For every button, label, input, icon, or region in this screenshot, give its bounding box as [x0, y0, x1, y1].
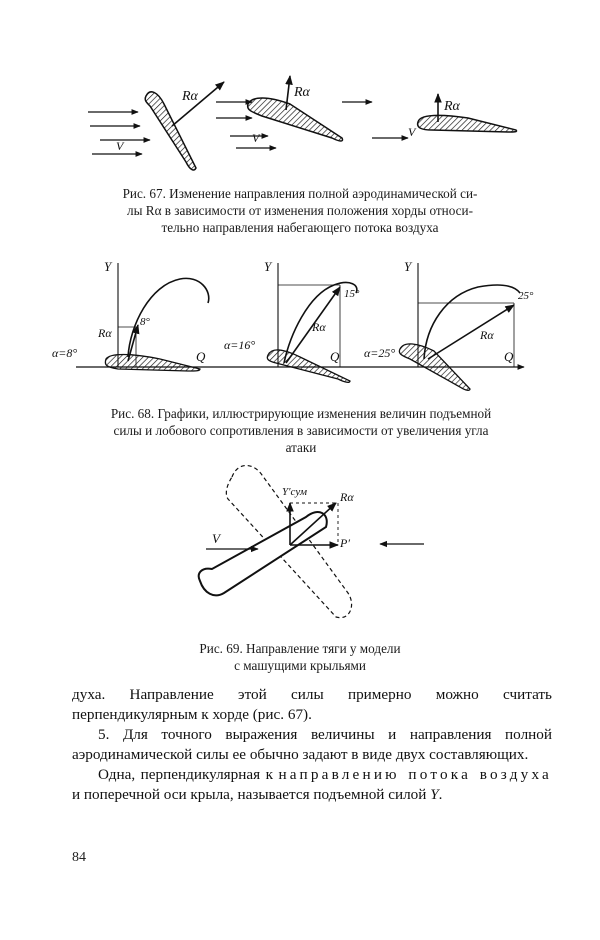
fig68-force-label-2: Rα: [312, 320, 326, 334]
flow-arrows-3: [342, 102, 408, 138]
fig68-point-label-3: 25°: [518, 290, 534, 302]
fig68-panel-1: [105, 263, 208, 371]
fig68-caption-line-2: силы и лобового сопротивления в зависимости от увеличения угла: [113, 423, 489, 438]
fig67-force-label-2: Rα: [294, 85, 310, 100]
page-number: 84: [72, 850, 86, 865]
paragraph-3-variable: Y: [430, 786, 439, 803]
fig68-force-label-1: Rα: [98, 326, 112, 340]
fig67-wing-3: [418, 115, 517, 132]
fig68-angle-label-1: α=8°: [52, 346, 78, 360]
fig68-q-label-1: Q: [196, 349, 206, 364]
fig67-caption-line-1: Рис. 67. Изменение направления полной аэродинамической си-: [122, 186, 478, 201]
fig68-y-label-3: Y: [404, 259, 412, 274]
paragraph-3: [72, 765, 552, 805]
fig67-wing-2: [248, 98, 343, 141]
fig68-force-label-3: Rα: [480, 328, 494, 342]
fig68-point-label-1: 8°: [140, 316, 150, 328]
fig69-force-label: Rα: [340, 490, 354, 504]
fig69-caption-line-2: с машущими крыльями: [234, 658, 366, 673]
fig69-caption-line-1: Рис. 69. Направление тяги у модели: [199, 641, 401, 656]
paragraph-1: духа. Направление этой силы примерно можно считать перпендикулярным к хорде (рис. 67).: [72, 686, 552, 723]
fig68-caption: [70, 405, 532, 456]
fig68-angle-label-3: α=25°: [364, 346, 396, 360]
fig67-force-label-3: Rα: [444, 99, 460, 114]
fig68-angle-label-2: α=16°: [224, 338, 256, 352]
paragraph-2: 5. Для точного выражения величины и направления полной аэродинамической силы ее обычно задают в виде двух составляющих.: [72, 726, 552, 763]
fig68-caption-line-1: Рис. 68. Графики, иллюстрирующие изменения величин подъемной: [110, 406, 492, 421]
figure-69: [0, 455, 600, 630]
paragraph-3-end: .: [438, 786, 443, 803]
fig69-solid-wing: [199, 512, 327, 595]
fig68-y-label-1: Y: [104, 259, 112, 274]
fig68-caption-line-3: атаки: [285, 440, 317, 455]
paragraph-3-start: Одна, перпендикулярная к: [98, 766, 279, 783]
fig67-caption-line-2: лы Rα в зависимости от изменения положения хорды относи-: [127, 203, 473, 218]
fig67-velocity-label-2: V: [252, 131, 260, 145]
fig68-y-label-2: Y: [264, 259, 272, 274]
paragraph-3-spaced: направлению потока воздуха: [278, 766, 552, 783]
fig67-velocity-label-1: V: [116, 139, 124, 153]
body-text: [72, 685, 552, 805]
fig69-thrust-label: P′: [340, 536, 350, 550]
fig69-lift-label: Y′сум: [282, 486, 307, 498]
fig69-velocity-label: V: [212, 531, 220, 546]
fig69-caption: [150, 640, 450, 674]
fig68-q-label-2: Q: [330, 349, 340, 364]
figure-68: [0, 245, 600, 395]
figure-67: [0, 60, 600, 180]
fig67-force-arrow-1: [172, 82, 224, 126]
fig68-panel-3: [399, 263, 520, 390]
fig67-caption: [80, 185, 520, 236]
fig67-force-label-1: Rα: [182, 89, 198, 104]
fig68-point-label-2: 15°: [344, 288, 360, 300]
paragraph-3-mid: и поперечной оси крыла, называется подъемной силой: [72, 786, 431, 803]
fig67-caption-line-3: тельно направления набегающего потока воздуха: [161, 220, 439, 235]
fig67-velocity-label-3: V: [408, 125, 416, 139]
fig68-q-label-3: Q: [504, 349, 514, 364]
